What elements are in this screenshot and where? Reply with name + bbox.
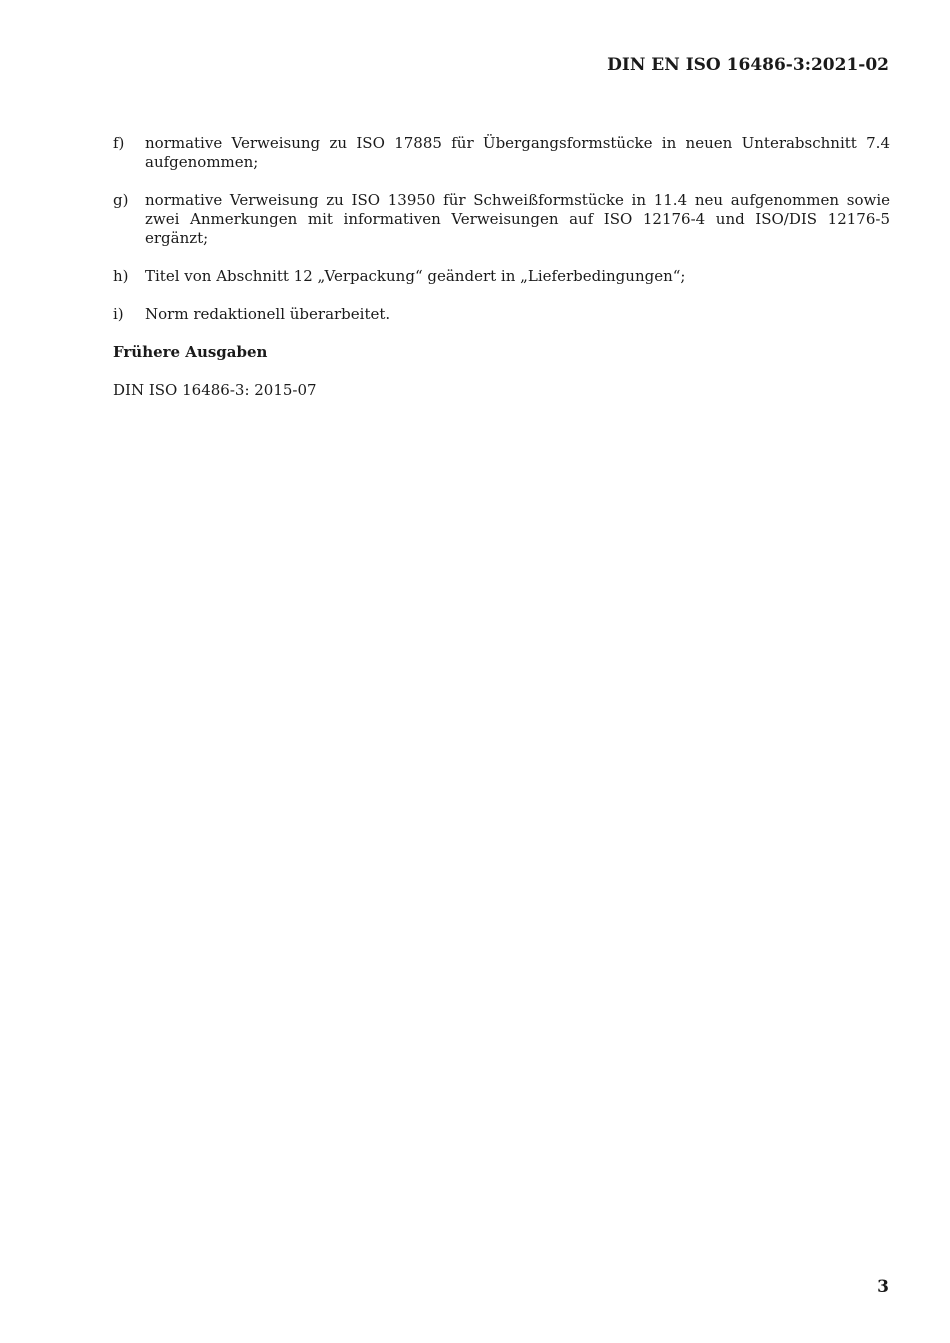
document-id-header: DIN EN ISO 16486-3:2021-02 bbox=[607, 55, 889, 75]
list-item-text: Norm redaktionell überarbeitet. bbox=[145, 305, 391, 323]
list-item-text: normative Verweisung zu ISO 17885 für Übergangsformstücke in neuen Unterabschnitt 7.4 aufgenommen; bbox=[145, 134, 890, 171]
list-marker: i) bbox=[113, 305, 124, 323]
previous-edition-entry: DIN ISO 16486-3: 2015-07 bbox=[113, 381, 317, 399]
list-item-g bbox=[113, 191, 890, 248]
list-item-h bbox=[113, 267, 890, 286]
list-marker: h) bbox=[113, 267, 129, 285]
list-item-f bbox=[113, 134, 890, 172]
list-item-i bbox=[113, 305, 890, 324]
previous-editions-heading: Frühere Ausgaben bbox=[113, 343, 268, 361]
page-number: 3 bbox=[877, 1277, 889, 1297]
list-item-text: Titel von Abschnitt 12 „Verpackung“ geändert in „Lieferbedingungen“; bbox=[145, 267, 686, 285]
list-marker: f) bbox=[113, 134, 125, 152]
list-item-text: normative Verweisung zu ISO 13950 für Schweißformstücke in 11.4 neu aufgenommen sowie zwei Anmerkungen mit informativen Verweisungen auf ISO 12176-4 und ISO/DIS 12176-5 ergänzt; bbox=[145, 191, 890, 247]
page-body bbox=[113, 134, 890, 400]
list-marker: g) bbox=[113, 191, 129, 209]
